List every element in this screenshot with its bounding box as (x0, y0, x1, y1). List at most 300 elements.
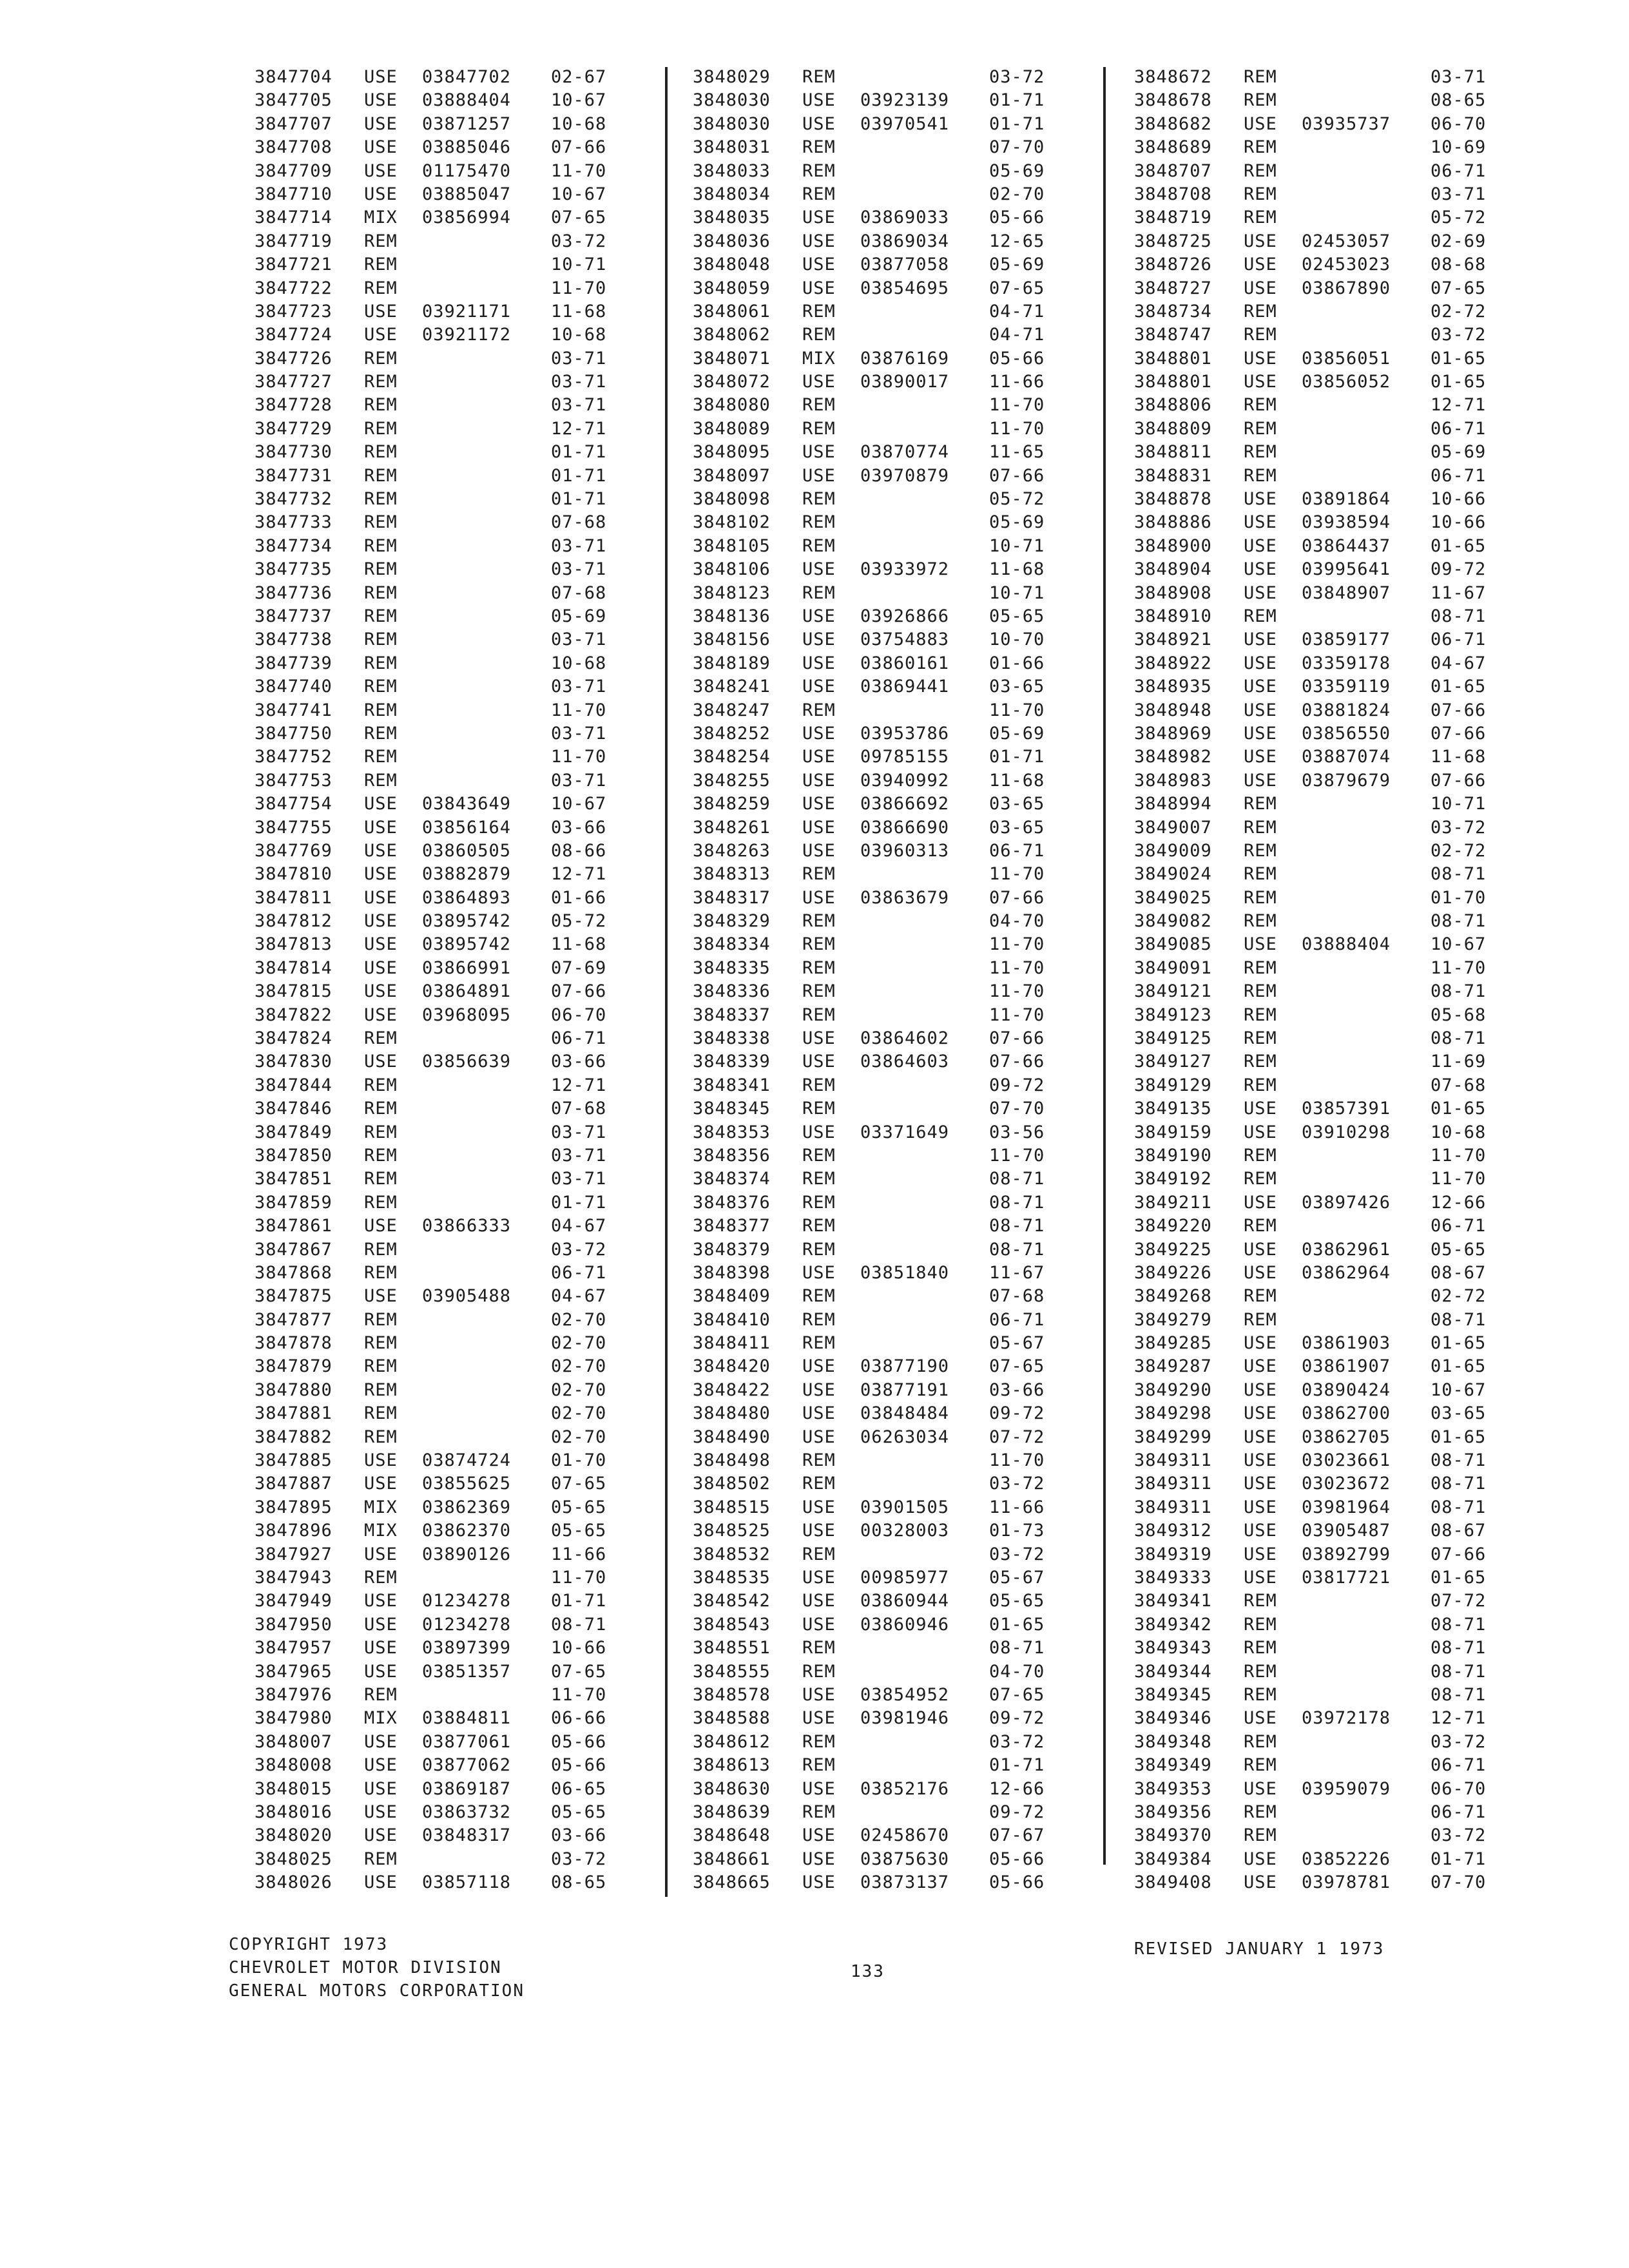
list-item (1134, 816, 1534, 840)
effective-date: 03-72 (1431, 817, 1487, 838)
part-number: 3849345 (1134, 1684, 1212, 1705)
part-number: 3847755 (255, 817, 333, 838)
action-code: REM (1244, 1638, 1277, 1658)
effective-date: 01-71 (989, 747, 1045, 767)
effective-date: 12-66 (1431, 1192, 1487, 1213)
part-number: 3849009 (1134, 840, 1212, 861)
effective-date: 01-71 (551, 1192, 607, 1213)
replacement-number: 03884811 (422, 1708, 512, 1729)
part-number: 3848033 (693, 160, 771, 181)
effective-date: 08-71 (551, 1614, 607, 1635)
part-number: 3848374 (693, 1169, 771, 1189)
part-number: 3847731 (255, 465, 333, 486)
effective-date: 01-71 (989, 90, 1045, 111)
list-item (693, 605, 1092, 628)
effective-date: 05-69 (989, 723, 1045, 744)
list-item (693, 89, 1092, 112)
action-code: USE (802, 1708, 836, 1729)
effective-date: 11-67 (1431, 582, 1487, 603)
list-item (693, 1472, 1092, 1495)
replacement-number: 03856994 (422, 207, 512, 228)
effective-date: 11-68 (551, 301, 607, 322)
effective-date: 02-72 (1431, 301, 1487, 322)
part-number: 3848409 (693, 1286, 771, 1307)
part-number: 3848020 (255, 1825, 333, 1846)
action-code: USE (1244, 770, 1277, 791)
effective-date: 04-67 (1431, 653, 1487, 673)
replacement-number: 06263034 (860, 1427, 950, 1447)
replacement-number: 03856052 (1302, 372, 1391, 392)
action-code: USE (802, 1427, 836, 1447)
action-code: USE (364, 1731, 398, 1752)
part-number: 3848921 (1134, 629, 1212, 650)
effective-date: 11-68 (1431, 747, 1487, 767)
effective-date: 01-65 (1431, 348, 1487, 369)
action-code: USE (802, 747, 836, 767)
action-code: REM (364, 1099, 398, 1119)
part-number: 3848016 (255, 1802, 333, 1822)
action-code: USE (1244, 1333, 1277, 1354)
part-number: 3847754 (255, 794, 333, 814)
part-number: 3848982 (1134, 747, 1212, 767)
list-item (693, 840, 1092, 863)
list-item (693, 160, 1092, 183)
list-item (693, 136, 1092, 159)
list-item (255, 1379, 654, 1402)
action-code: USE (364, 1216, 398, 1236)
list-item (1134, 1613, 1534, 1637)
list-item (1134, 722, 1534, 745)
effective-date: 08-71 (1431, 1638, 1487, 1658)
replacement-number: 03895742 (422, 934, 512, 955)
part-number: 3849082 (1134, 911, 1212, 932)
part-number: 3849346 (1134, 1708, 1212, 1729)
action-code: USE (1244, 582, 1277, 603)
list-item (255, 980, 654, 1003)
effective-date: 02-70 (551, 1403, 607, 1424)
action-code: USE (364, 957, 398, 978)
part-number: 3848376 (693, 1192, 771, 1213)
part-number: 3847710 (255, 184, 333, 204)
list-item (255, 1004, 654, 1027)
part-number: 3848727 (1134, 278, 1212, 298)
column-divider (1103, 67, 1106, 1865)
action-code: USE (364, 160, 398, 181)
effective-date: 05-66 (989, 1872, 1045, 1893)
replacement-number: 03890017 (860, 372, 950, 392)
part-number: 3849135 (1134, 1099, 1212, 1119)
part-number: 3849225 (1134, 1239, 1212, 1260)
part-number: 3848337 (693, 1004, 771, 1025)
action-code: REM (364, 653, 398, 673)
effective-date: 07-65 (989, 278, 1045, 298)
effective-date: 07-72 (1431, 1591, 1487, 1611)
action-code: USE (802, 278, 836, 298)
action-code: REM (1244, 1661, 1277, 1682)
list-item (255, 1496, 654, 1519)
action-code: REM (802, 418, 836, 439)
action-code: USE (802, 770, 836, 791)
effective-date: 08-71 (1431, 864, 1487, 885)
part-number: 3848542 (693, 1591, 771, 1611)
list-item (693, 206, 1092, 229)
action-code: USE (1244, 1262, 1277, 1283)
part-number: 3848252 (693, 723, 771, 744)
list-item (1134, 1379, 1534, 1402)
list-item (255, 1027, 654, 1050)
action-code: USE (1244, 1497, 1277, 1517)
part-number: 3849370 (1134, 1825, 1212, 1846)
effective-date: 03-72 (551, 1239, 607, 1260)
part-number: 3849025 (1134, 887, 1212, 908)
effective-date: 11-70 (551, 700, 607, 720)
part-number: 3848639 (693, 1802, 771, 1822)
list-item (255, 66, 654, 89)
effective-date: 10-71 (989, 582, 1045, 603)
list-item (1134, 957, 1534, 980)
replacement-number: 03848317 (422, 1825, 512, 1846)
part-number: 3847878 (255, 1333, 333, 1354)
list-item (255, 887, 654, 910)
list-item (1134, 699, 1534, 722)
list-item (693, 1262, 1092, 1285)
effective-date: 03-71 (551, 770, 607, 791)
action-code: USE (364, 1450, 398, 1471)
part-number: 3847887 (255, 1474, 333, 1494)
part-number: 3847861 (255, 1216, 333, 1236)
replacement-number: 03981964 (1302, 1497, 1391, 1517)
action-code: REM (364, 629, 398, 650)
replacement-number: 03856051 (1302, 348, 1391, 369)
part-number: 3848089 (693, 418, 771, 439)
effective-date: 01-65 (1431, 1356, 1487, 1377)
list-item (1134, 840, 1534, 863)
part-number: 3848025 (255, 1849, 333, 1869)
replacement-number: 03959079 (1302, 1778, 1391, 1799)
part-number: 3849341 (1134, 1591, 1212, 1611)
action-code: REM (1244, 207, 1277, 228)
effective-date: 06-71 (1431, 160, 1487, 181)
effective-date: 05-68 (1431, 1004, 1487, 1025)
effective-date: 11-70 (989, 864, 1045, 885)
list-item (693, 253, 1092, 276)
list-item (1134, 1168, 1534, 1191)
effective-date: 08-71 (1431, 1474, 1487, 1494)
parts-column-3 (1134, 66, 1534, 1894)
action-code: USE (364, 1614, 398, 1635)
action-code: REM (802, 1661, 836, 1682)
list-item (1134, 1402, 1534, 1425)
part-number: 3847949 (255, 1591, 333, 1611)
effective-date: 01-65 (1431, 372, 1487, 392)
action-code: USE (1244, 1778, 1277, 1799)
action-code: REM (364, 700, 398, 720)
replacement-number: 03856164 (422, 817, 512, 838)
list-item (255, 1824, 654, 1847)
action-code: REM (1244, 1309, 1277, 1330)
replacement-number: 03879679 (1302, 770, 1391, 791)
replacement-number: 02458670 (860, 1825, 950, 1846)
action-code: USE (802, 559, 836, 580)
action-code: USE (364, 981, 398, 1002)
effective-date: 09-72 (1431, 559, 1487, 580)
replacement-number: 03861907 (1302, 1356, 1391, 1377)
action-code: REM (364, 1239, 398, 1260)
list-item (693, 1754, 1092, 1777)
effective-date: 11-70 (551, 1684, 607, 1705)
effective-date: 01-71 (551, 489, 607, 510)
part-number: 3847729 (255, 418, 333, 439)
replacement-number: 03855625 (422, 1474, 512, 1494)
part-number: 3847812 (255, 911, 333, 932)
action-code: REM (802, 1309, 836, 1330)
list-item (255, 253, 654, 276)
list-item (693, 1426, 1092, 1449)
parts-column-2 (693, 66, 1092, 1894)
effective-date: 08-71 (989, 1216, 1045, 1236)
replacement-number: 03862961 (1302, 1239, 1391, 1260)
list-item (255, 1449, 654, 1472)
action-code: USE (802, 1778, 836, 1799)
action-code: USE (364, 887, 398, 908)
part-number: 3849279 (1134, 1309, 1212, 1330)
action-code: REM (802, 325, 836, 345)
action-code: REM (802, 1450, 836, 1471)
action-code: REM (364, 1309, 398, 1330)
action-code: REM (802, 1755, 836, 1776)
effective-date: 10-66 (1431, 512, 1487, 533)
list-item (693, 1871, 1092, 1894)
replacement-number: 03857118 (422, 1872, 512, 1893)
part-number: 3848102 (693, 512, 771, 533)
part-number: 3848588 (693, 1708, 771, 1729)
action-code: USE (364, 1825, 398, 1846)
replacement-number: 03359119 (1302, 677, 1391, 697)
effective-date: 02-72 (1431, 1286, 1487, 1307)
replacement-number: 03887074 (1302, 747, 1391, 767)
part-number: 3848532 (693, 1544, 771, 1564)
part-number: 3847726 (255, 348, 333, 369)
action-code: REM (364, 1379, 398, 1400)
action-code: REM (802, 934, 836, 955)
action-code: REM (1244, 1075, 1277, 1095)
part-number: 3848420 (693, 1356, 771, 1377)
effective-date: 08-65 (551, 1872, 607, 1893)
part-number: 3849333 (1134, 1568, 1212, 1588)
list-item (693, 675, 1092, 698)
part-number: 3848313 (693, 864, 771, 885)
part-number: 3847708 (255, 137, 333, 158)
part-number: 3847714 (255, 207, 333, 228)
effective-date: 07-66 (1431, 770, 1487, 791)
replacement-number: 03933972 (860, 559, 950, 580)
part-number: 3847875 (255, 1286, 333, 1307)
action-code: REM (802, 301, 836, 322)
action-code: REM (1244, 325, 1277, 345)
list-item (693, 1778, 1092, 1801)
effective-date: 08-66 (551, 840, 607, 861)
part-number: 3849129 (1134, 1075, 1212, 1095)
effective-date: 11-70 (989, 1145, 1045, 1166)
list-item (1134, 582, 1534, 605)
list-item (1134, 488, 1534, 511)
part-number: 3848708 (1134, 184, 1212, 204)
list-item (693, 277, 1092, 300)
effective-date: 01-70 (551, 1450, 607, 1471)
action-code: USE (364, 113, 398, 134)
part-number: 3848551 (693, 1638, 771, 1658)
action-code: REM (1244, 1004, 1277, 1025)
action-code: REM (364, 1849, 398, 1869)
part-number: 3847734 (255, 535, 333, 556)
list-item (1134, 1684, 1534, 1707)
part-number: 3848048 (693, 255, 771, 275)
effective-date: 12-71 (1431, 1708, 1487, 1729)
part-number: 3847810 (255, 864, 333, 885)
replacement-number: 03905487 (1302, 1521, 1391, 1541)
replacement-number: 03864891 (422, 981, 512, 1002)
list-item (1134, 323, 1534, 347)
effective-date: 03-71 (551, 395, 607, 416)
action-code: REM (802, 1239, 836, 1260)
replacement-number: 03888404 (1302, 934, 1391, 955)
action-code: USE (364, 137, 398, 158)
effective-date: 11-69 (1431, 1052, 1487, 1072)
part-number: 3847895 (255, 1497, 333, 1517)
list-item (255, 1848, 654, 1871)
part-number: 3849290 (1134, 1379, 1212, 1400)
list-item (255, 160, 654, 183)
part-number: 3848983 (1134, 770, 1212, 791)
part-number: 3848535 (693, 1568, 771, 1588)
effective-date: 02-72 (1431, 840, 1487, 861)
action-code: USE (802, 255, 836, 275)
part-number: 3847735 (255, 559, 333, 580)
action-code: USE (364, 1004, 398, 1025)
list-item (255, 816, 654, 840)
list-item (1134, 1731, 1534, 1754)
part-number: 3847859 (255, 1192, 333, 1213)
replacement-number: 02453057 (1302, 231, 1391, 251)
action-code: REM (802, 489, 836, 510)
action-code: USE (802, 1122, 836, 1142)
part-number: 3847732 (255, 489, 333, 510)
effective-date: 07-69 (551, 957, 607, 978)
effective-date: 02-70 (551, 1356, 607, 1377)
list-item (1134, 66, 1534, 89)
list-item (693, 699, 1092, 722)
part-number: 3848353 (693, 1122, 771, 1142)
action-code: USE (1244, 348, 1277, 369)
action-code: USE (364, 1778, 398, 1799)
list-item (1134, 1355, 1534, 1378)
list-item (693, 441, 1092, 464)
replacement-number: 01175470 (422, 160, 512, 181)
action-code: REM (364, 1403, 398, 1424)
effective-date: 09-72 (989, 1802, 1045, 1822)
action-code: USE (364, 184, 398, 204)
effective-date: 08-71 (1431, 606, 1487, 626)
effective-date: 07-65 (551, 1474, 607, 1494)
list-item (255, 113, 654, 136)
list-item (255, 1684, 654, 1707)
effective-date: 03-72 (1431, 1825, 1487, 1846)
list-item (1134, 253, 1534, 276)
action-code: USE (802, 1356, 836, 1377)
part-number: 3849159 (1134, 1122, 1212, 1142)
list-item (1134, 1496, 1534, 1519)
part-number: 3847811 (255, 887, 333, 908)
effective-date: 06-70 (1431, 1778, 1487, 1799)
action-code: REM (1244, 1028, 1277, 1049)
effective-date: 05-72 (551, 911, 607, 932)
action-code: USE (802, 723, 836, 744)
action-code: USE (1244, 1427, 1277, 1447)
list-item (693, 1004, 1092, 1027)
effective-date: 10-66 (1431, 489, 1487, 510)
replacement-number: 03881824 (1302, 700, 1391, 720)
effective-date: 08-71 (1431, 981, 1487, 1002)
part-number: 3847880 (255, 1379, 333, 1400)
replacement-number: 03877058 (860, 255, 950, 275)
effective-date: 11-70 (551, 278, 607, 298)
list-item (1134, 1754, 1534, 1777)
action-code: USE (364, 1755, 398, 1776)
list-item (693, 230, 1092, 253)
part-number: 3847705 (255, 90, 333, 111)
part-number: 3848900 (1134, 535, 1212, 556)
action-code: USE (802, 1591, 836, 1611)
replacement-number: 03852176 (860, 1778, 950, 1799)
replacement-number: 00985977 (860, 1568, 950, 1588)
replacement-number: 03968095 (422, 1004, 512, 1025)
replacement-number: 03910298 (1302, 1122, 1391, 1142)
list-item (693, 1379, 1092, 1402)
part-number: 3848578 (693, 1684, 771, 1705)
effective-date: 07-65 (551, 207, 607, 228)
part-number: 3847851 (255, 1169, 333, 1189)
effective-date: 02-70 (551, 1309, 607, 1330)
part-number: 3848831 (1134, 465, 1212, 486)
part-number: 3848335 (693, 957, 771, 978)
action-code: REM (364, 1169, 398, 1189)
replacement-number: 03860944 (860, 1591, 950, 1611)
list-item (1134, 910, 1534, 933)
effective-date: 06-71 (989, 840, 1045, 861)
effective-date: 06-71 (1431, 418, 1487, 439)
effective-date: 11-70 (989, 418, 1045, 439)
part-number: 3849211 (1134, 1192, 1212, 1213)
part-number: 3848904 (1134, 559, 1212, 580)
list-item (693, 511, 1092, 534)
action-code: USE (802, 817, 836, 838)
part-number: 3849192 (1134, 1169, 1212, 1189)
action-code: USE (1244, 231, 1277, 251)
replacement-number: 03371649 (860, 1122, 950, 1142)
part-number: 3848059 (693, 278, 771, 298)
action-code: USE (364, 325, 398, 345)
effective-date: 01-66 (989, 653, 1045, 673)
list-item (693, 183, 1092, 206)
effective-date: 10-70 (989, 629, 1045, 650)
action-code: MIX (364, 1521, 398, 1541)
list-item (693, 1238, 1092, 1262)
effective-date: 11-70 (989, 981, 1045, 1002)
effective-date: 11-70 (1431, 1169, 1487, 1189)
action-code: MIX (364, 1497, 398, 1517)
list-item (693, 1824, 1092, 1847)
part-number: 3848910 (1134, 606, 1212, 626)
